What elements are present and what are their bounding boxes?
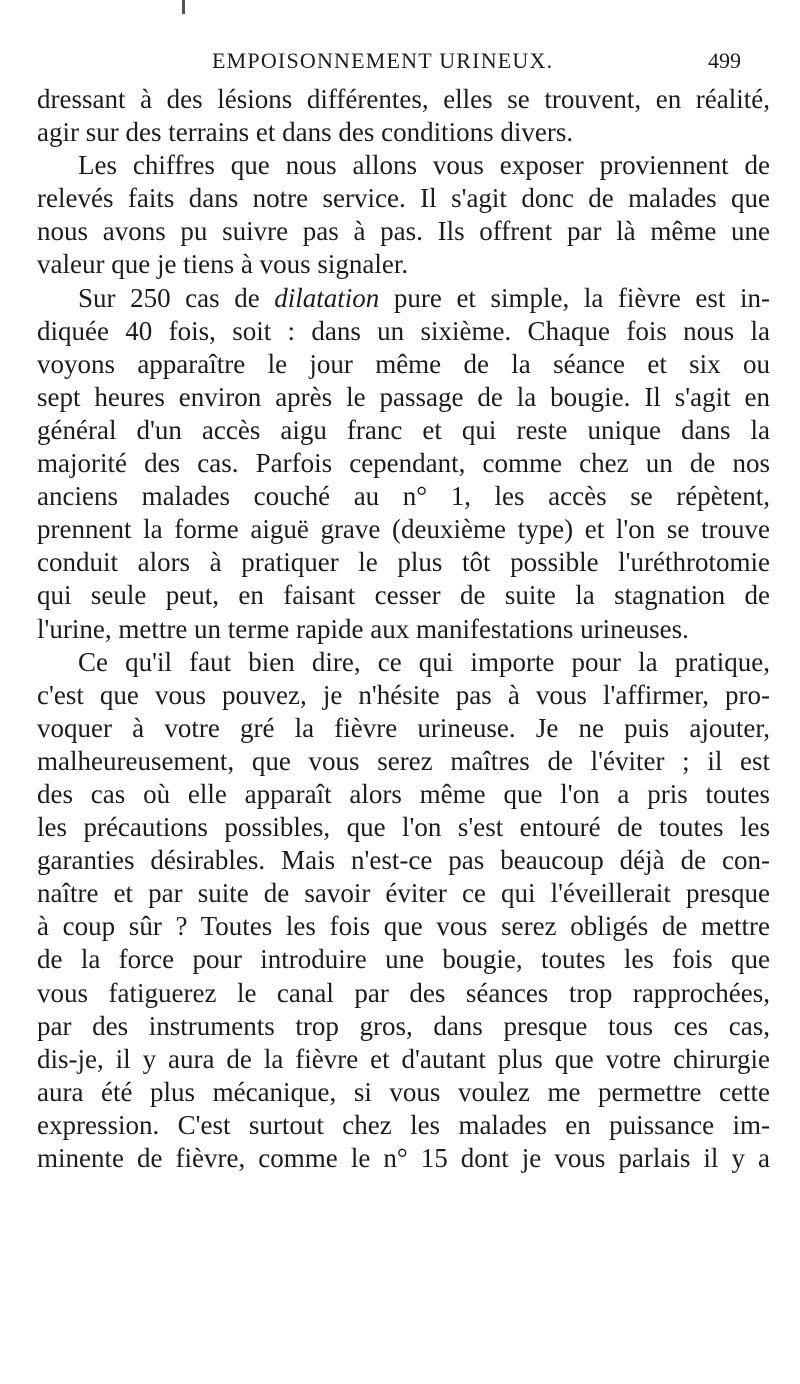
text-line: nous avons pu suivre pas à pas. Ils offrent par là même une <box>37 216 770 247</box>
text-segment: pure et simple, la fièvre est in- <box>379 282 770 313</box>
italic-word: dilatation <box>274 282 380 313</box>
text-line: agir sur des terrains et dans des conditions divers. <box>37 117 574 148</box>
text-line <box>37 282 770 315</box>
text-line: Ce qu'il faut bien dire, ce qui importe pour la pratique, <box>78 646 770 677</box>
text-line: relevés faits dans notre service. Il s'agit donc de malades que <box>37 183 770 214</box>
text-line: dressant à des lésions différentes, elles se trouvent, en réalité, <box>37 84 770 114</box>
text-line: garanties désirables. Mais n'est-ce pas beaucoup déjà de con- <box>37 845 770 876</box>
text-line: de la force pour introduire une bougie, toutes les fois que <box>37 944 770 975</box>
text-line: anciens malades couché au n° 1, les accès se répètent, <box>37 481 770 512</box>
text-line: sept heures environ après le passage de la bougie. Il s'agit en <box>37 381 770 412</box>
text-line: les précautions possibles, que l'on s'est entouré de toutes les <box>37 812 770 843</box>
text-line: prennent la forme aiguë grave (deuxième type) et l'on se trouve <box>37 514 770 545</box>
text-line: qui seule peut, en faisant cesser de suite la stagnation de <box>37 580 770 611</box>
text-line: à coup sûr ? Toutes les fois que vous serez obligés de mettre <box>37 911 770 942</box>
text-line: voyons apparaître le jour même de la séance et six ou <box>37 348 770 379</box>
text-line: général d'un accès aigu franc et qui reste unique dans la <box>37 414 770 445</box>
text-line: diquée 40 fois, soit : dans un sixième. Chaque fois nous la <box>37 315 770 346</box>
page-number: 499 <box>708 48 741 73</box>
text-line: l'urine, mettre un terme rapide aux manifestations urineuses. <box>37 613 689 644</box>
text-line: dis-je, il y aura de la fièvre et d'autant plus que votre chirurgie <box>37 1043 770 1074</box>
text-line: conduit alors à pratiquer le plus tôt possible l'uréthrotomie <box>37 547 770 578</box>
body-text <box>37 83 770 1175</box>
text-line: Les chiffres que nous allons vous exposer proviennent de <box>78 150 770 181</box>
text-line: par des instruments trop gros, dans presque tous ces cas, <box>37 1010 770 1041</box>
text-line: c'est que vous pouvez, je n'hésite pas à vous l'affirmer, pro- <box>37 679 770 710</box>
running-title: EMPOISONNEMENT URINEUX. <box>212 48 554 73</box>
text-line: majorité des cas. Parfois cependant, comme chez un de nos <box>37 448 770 479</box>
text-segment: Sur 250 cas de <box>78 282 275 313</box>
scan-mark <box>182 0 185 14</box>
text-line: valeur que je tiens à vous signaler. <box>37 249 409 280</box>
text-line: naître et par suite de savoir éviter ce qui l'éveillerait presque <box>37 878 770 909</box>
text-line: vous fatiguerez le canal par des séances trop rapprochées, <box>37 977 770 1008</box>
text-line: minente de fièvre, comme le n° 15 dont je vous parlais il y a <box>37 1143 770 1173</box>
text-line: voquer à votre gré la fièvre urineuse. Je ne puis ajouter, <box>37 712 770 743</box>
text-line: des cas où elle apparaît alors même que l'on a pris toutes <box>37 778 770 809</box>
text-line: malheureusement, que vous serez maîtres de l'éviter ; il est <box>37 745 770 776</box>
running-head <box>0 44 800 74</box>
text-line: expression. C'est surtout chez les malades en puissance im- <box>37 1109 770 1140</box>
text-line: aura été plus mécanique, si vous voulez me permettre cette <box>37 1076 770 1107</box>
